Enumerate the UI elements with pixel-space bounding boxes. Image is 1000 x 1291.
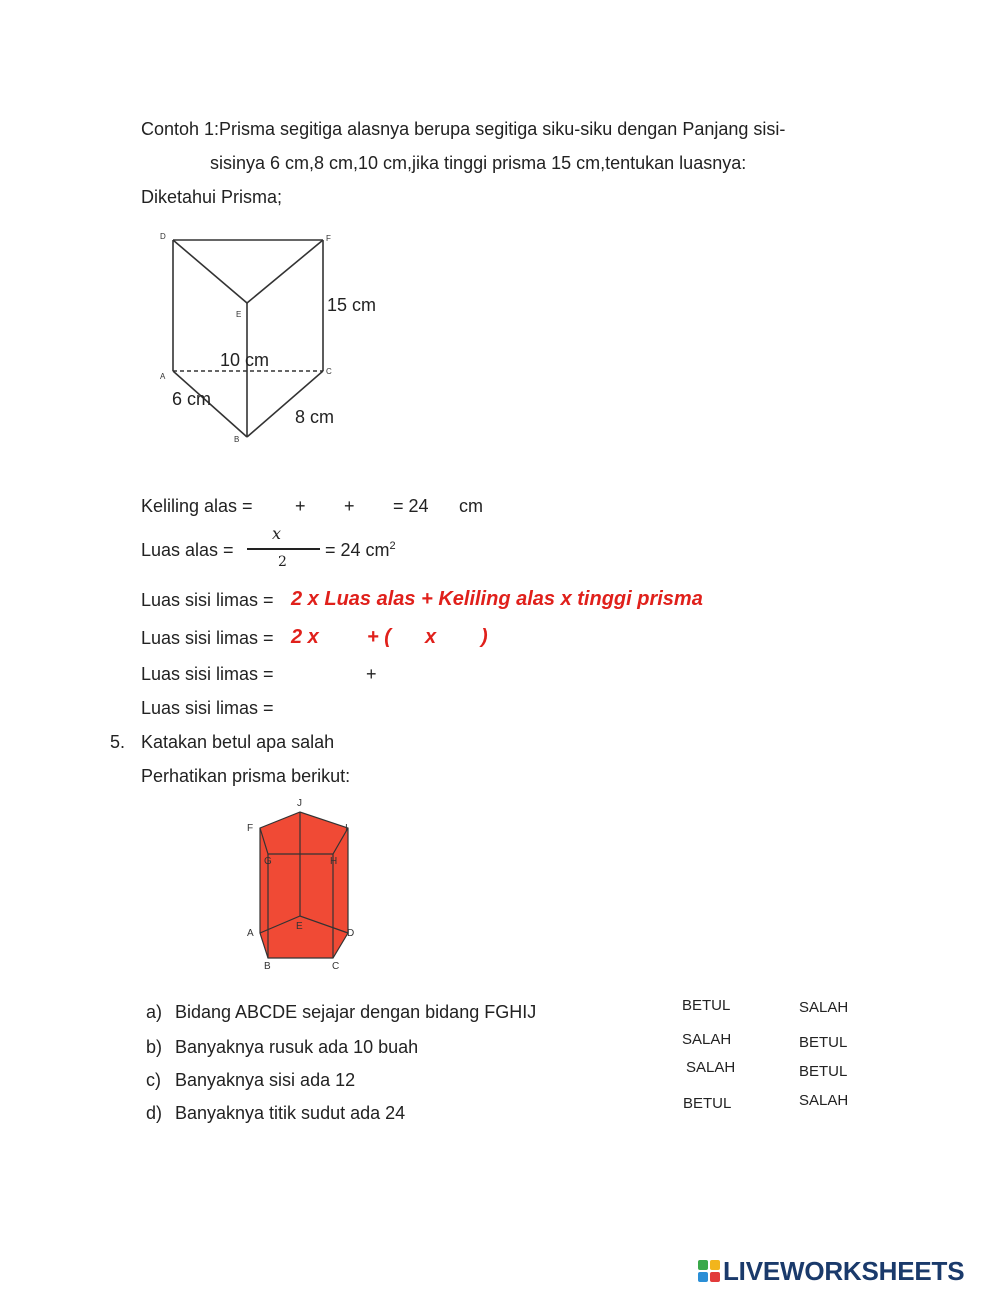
vertex-f2: F bbox=[247, 823, 254, 834]
vertex-g: G bbox=[264, 856, 272, 867]
substitution-label: Luas sisi limas = bbox=[141, 628, 274, 648]
vertex-h: H bbox=[330, 856, 338, 867]
side-a-label: 6 cm bbox=[172, 389, 212, 409]
line3-plus: + bbox=[366, 664, 377, 684]
vertex-c2: C bbox=[332, 961, 340, 972]
question-instruction: Perhatikan prisma berikut: bbox=[141, 766, 351, 786]
statement-a-text: Bidang ABCDE sejajar dengan bidang FGHIJ bbox=[175, 1002, 537, 1022]
luas-alas-label: Luas alas = bbox=[141, 540, 234, 560]
luas-alas-input-2[interactable] bbox=[290, 528, 318, 548]
substitution-input-2[interactable] bbox=[392, 626, 422, 652]
substitution-x: x bbox=[425, 626, 437, 648]
statement-d-letter: d) bbox=[146, 1103, 163, 1123]
fraction-numerator: x bbox=[272, 524, 282, 543]
keliling-result: = 24 bbox=[393, 496, 429, 516]
statement-a-option-2[interactable]: SALAH bbox=[799, 999, 849, 1016]
statement-a-letter: a) bbox=[146, 1002, 163, 1022]
statement-c-option-2[interactable]: BETUL bbox=[799, 1063, 848, 1080]
luas-alas-value: = 24 cm bbox=[325, 540, 390, 560]
keliling-plus-2: + bbox=[344, 496, 355, 516]
keliling-input-4[interactable] bbox=[433, 494, 457, 518]
statement-c-text: Banyaknya sisi ada 12 bbox=[175, 1070, 356, 1090]
statement-a-option-1[interactable]: BETUL bbox=[682, 997, 731, 1014]
side-b-label: 8 cm bbox=[295, 407, 335, 427]
line4-label: Luas sisi limas = bbox=[141, 698, 274, 718]
substitution-close: ) bbox=[481, 626, 488, 648]
fraction-bar bbox=[247, 548, 320, 550]
vertex-a2: A bbox=[247, 928, 254, 939]
height-label: 15 cm bbox=[327, 295, 377, 315]
luas-alas-result bbox=[325, 540, 396, 561]
fraction-denominator: 2 bbox=[278, 554, 287, 570]
luas-alas-exponent: 2 bbox=[389, 540, 396, 552]
statement-b-text: Banyaknya rusuk ada 10 buah bbox=[175, 1037, 419, 1057]
vertex-d2: D bbox=[347, 928, 355, 939]
statement-d-option-2[interactable]: SALAH bbox=[799, 1092, 849, 1109]
vertex-e: E bbox=[236, 310, 242, 319]
vertex-b2: B bbox=[264, 961, 271, 972]
vertex-e2: E bbox=[296, 921, 303, 932]
keliling-input-1[interactable] bbox=[267, 494, 292, 518]
vertex-f: F bbox=[326, 234, 331, 243]
substitution-plus: + ( bbox=[367, 626, 391, 648]
line3-input-2[interactable] bbox=[384, 662, 454, 686]
keliling-input-3[interactable] bbox=[360, 494, 390, 518]
question-number: 5. bbox=[110, 732, 126, 752]
statement-c-letter: c) bbox=[146, 1070, 161, 1090]
statement-b-option-2[interactable]: BETUL bbox=[799, 1034, 848, 1051]
keliling-unit: cm bbox=[459, 496, 483, 516]
formula-label: Luas sisi limas = bbox=[141, 590, 274, 610]
substitution-input-1[interactable] bbox=[326, 626, 364, 652]
formula-text: 2 x Luas alas + Keliling alas x tinggi prisma bbox=[291, 588, 703, 610]
line3-input-1[interactable] bbox=[292, 662, 362, 686]
hyp-label: 10 cm bbox=[220, 350, 270, 370]
example-line-2: sisinya 6 cm,8 cm,10 cm,jika tinggi prisma 15 cm,tentukan luasnya: bbox=[210, 153, 747, 173]
brand-name: LIVEWORKSHEETS bbox=[723, 1256, 965, 1286]
line3-label: Luas sisi limas = bbox=[141, 664, 274, 684]
substitution-input-3[interactable] bbox=[442, 626, 478, 652]
keliling-input-2[interactable] bbox=[313, 494, 341, 518]
luas-alas-input-1[interactable] bbox=[248, 528, 270, 548]
vertex-a: A bbox=[160, 372, 166, 381]
example-line-1: Contoh 1:Prisma segitiga alasnya berupa segitiga siku-siku dengan Panjang sisi- bbox=[141, 119, 786, 139]
keliling-plus-1: + bbox=[295, 496, 306, 516]
statement-b-option-1[interactable]: SALAH bbox=[682, 1031, 732, 1048]
keliling-label: Keliling alas = bbox=[141, 496, 253, 516]
pentagonal-prism-figure bbox=[240, 798, 370, 976]
vertex-j: J bbox=[297, 798, 302, 809]
vertex-b: B bbox=[234, 435, 240, 444]
logo-icon bbox=[698, 1258, 722, 1284]
line4-input[interactable] bbox=[292, 696, 382, 720]
vertex-c: C bbox=[326, 367, 332, 376]
statement-b-letter: b) bbox=[146, 1037, 163, 1057]
prism-body bbox=[260, 812, 348, 958]
statement-c-option-1[interactable]: SALAH bbox=[686, 1059, 736, 1076]
given-label: Diketahui Prisma; bbox=[141, 187, 283, 207]
triangular-prism-figure bbox=[150, 225, 410, 455]
vertex-d: D bbox=[160, 232, 166, 241]
substitution-2x: 2 x bbox=[291, 626, 319, 648]
statement-d-option-1[interactable]: BETUL bbox=[683, 1095, 732, 1112]
question-title: Katakan betul apa salah bbox=[141, 732, 335, 752]
statement-d-text: Banyaknya titik sudut ada 24 bbox=[175, 1103, 406, 1123]
vertex-i: I bbox=[345, 823, 348, 834]
